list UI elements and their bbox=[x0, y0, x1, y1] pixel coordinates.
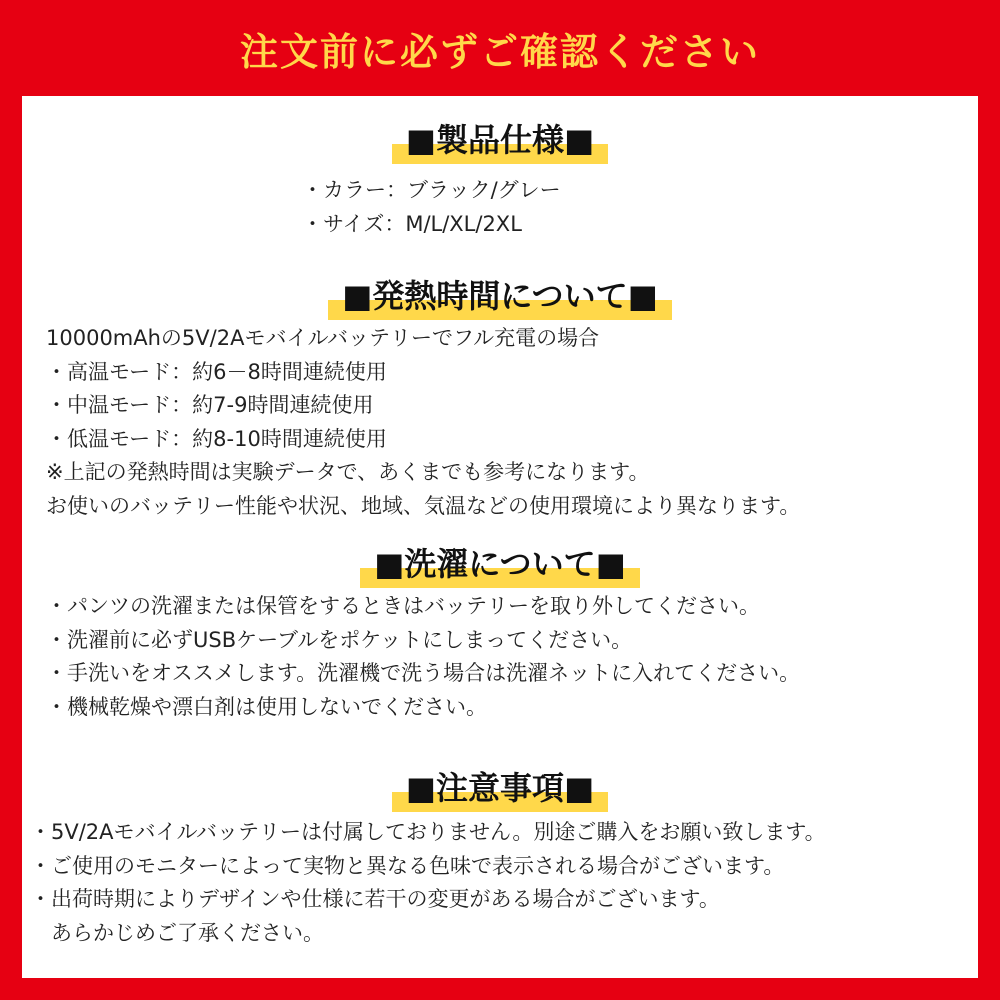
content-panel bbox=[22, 96, 978, 978]
heat-line-note-2: お使いのバッテリー性能や状況、地域、気温などの使用環境により異なります。 bbox=[46, 493, 801, 518]
wash-heading bbox=[22, 544, 978, 584]
spec-line-color: ・カラー：ブラック/グレー bbox=[302, 178, 561, 202]
heat-heading bbox=[22, 276, 978, 316]
heat-line-note: ※上記の発熱時間は実験データで、あくまでも参考になります。 bbox=[46, 460, 650, 484]
notes-list bbox=[30, 816, 826, 950]
heat-heading-text: ■発熱時間について■ bbox=[328, 276, 672, 316]
heat-line-high: ・高温モード：約6－8時間連続使用 bbox=[46, 359, 387, 384]
wash-line-3: ・手洗いをオススメします。洗濯機で洗う場合は洗濯ネットに入れてください。 bbox=[46, 661, 801, 685]
wash-line-1: ・パンツの洗濯または保管をするときはバッテリーを取り外してください。 bbox=[46, 594, 760, 618]
banner-title: 注文前に必ずご確認ください bbox=[239, 29, 760, 74]
wash-line-2: ・洗濯前に必ずUSBケーブルをポケットにしまってください。 bbox=[46, 627, 633, 652]
heat-line-mid: ・中温モード：約7-9時間連続使用 bbox=[46, 393, 374, 417]
spec-line-size: ・サイズ：M/L/XL/2XL bbox=[302, 211, 522, 236]
wash-line-4: ・機械乾燥や漂白剤は使用しないでください。 bbox=[46, 694, 487, 719]
wash-list bbox=[46, 590, 800, 724]
spec-list bbox=[302, 174, 561, 241]
heat-list bbox=[46, 322, 800, 523]
spec-heading bbox=[22, 120, 978, 160]
notes-heading bbox=[22, 768, 978, 808]
notes-line-2: ・ご使用のモニターによって実物と異なる色味で表示される場合がございます。 bbox=[30, 853, 785, 878]
notes-heading-text: ■注意事項■ bbox=[392, 768, 608, 808]
heat-line-low: ・低温モード：約8-10時間連続使用 bbox=[46, 426, 387, 451]
spec-heading-text: ■製品仕様■ bbox=[392, 120, 608, 160]
heat-line-intro: 10000mAhの5V/2Aモバイルバッテリーでフル充電の場合 bbox=[46, 326, 600, 350]
top-banner bbox=[0, 0, 1000, 96]
notes-line-3: ・出荷時期によりデザインや仕様に若干の変更がある場合がございます。 bbox=[30, 887, 720, 911]
wash-heading-text: ■洗濯について■ bbox=[360, 544, 640, 584]
notes-line-1: ・5V/2Aモバイルバッテリーは付属しておりません。別途ご購入をお願い致します。 bbox=[30, 820, 826, 844]
notes-line-4: あらかじめご了承ください。 bbox=[30, 920, 324, 945]
